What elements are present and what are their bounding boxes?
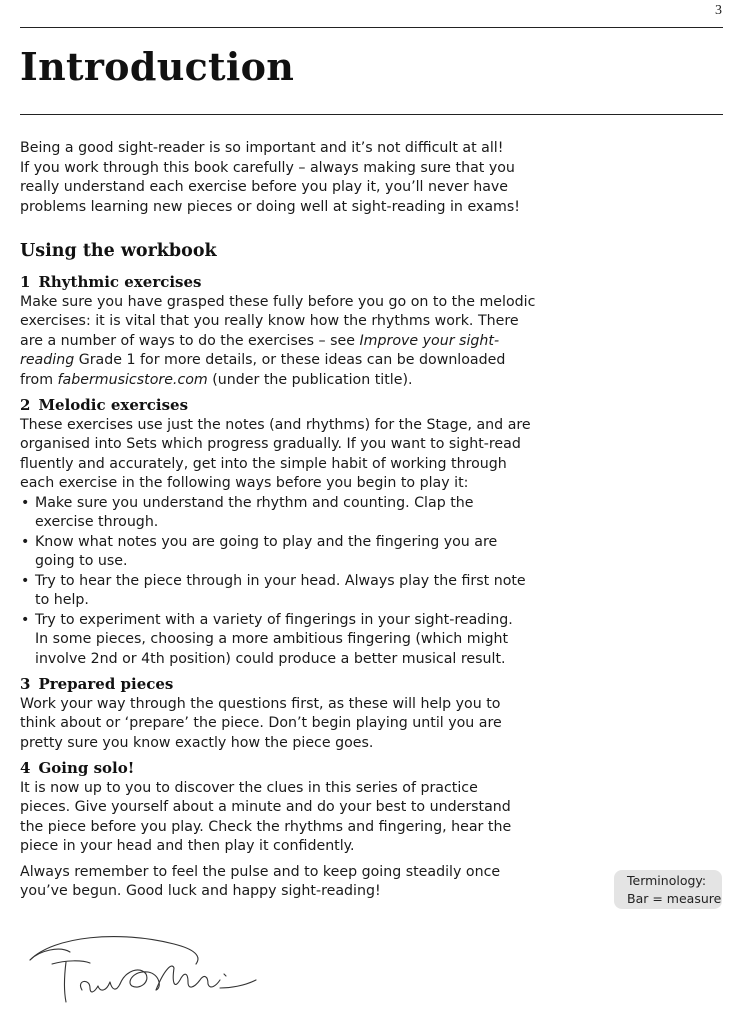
- body-line: Make sure you have grasped these fully before you go on to the melodic: [20, 293, 536, 310]
- section-title-text: Melodic exercises: [38, 396, 189, 414]
- body-line: (under the publication title).: [207, 371, 413, 388]
- closing-paragraph: [20, 863, 540, 902]
- bullet-line: exercise through.: [35, 514, 159, 530]
- section-body: [20, 695, 540, 754]
- section-rhythmic-exercises: [20, 273, 540, 390]
- list-item: [20, 494, 540, 533]
- page-number: 3: [715, 3, 722, 18]
- bullet-line: In some pieces, choosing a more ambitious fingering (which might: [35, 631, 509, 647]
- website-reference: fabermusicstore.com: [57, 371, 208, 388]
- section-number: 3: [20, 675, 31, 693]
- section-body: [20, 416, 540, 494]
- intro-line: If you work through this book carefully – always making sure that you: [20, 159, 515, 176]
- list-item: [20, 611, 540, 670]
- terminology-label: Terminology:: [627, 873, 707, 888]
- body-line: pieces. Give yourself about a minute and do your best to understand: [20, 799, 511, 815]
- body-line: each exercise in the following ways before you begin to play it:: [20, 475, 469, 491]
- section-title: [20, 273, 540, 293]
- terminology-text: Bar = measure: [627, 891, 722, 906]
- intro-paragraph: [20, 139, 540, 217]
- body-line: piece in your head and then play it confidently.: [20, 838, 355, 854]
- section-melodic-exercises: [20, 396, 540, 669]
- body-line: think about or ‘prepare’ the piece. Don’t begin playing until you are: [20, 715, 502, 731]
- section-title-text: Prepared pieces: [38, 675, 174, 693]
- closing-line: you’ve begun. Good luck and happy sight-reading!: [20, 883, 381, 899]
- body-line: organised into Sets which progress gradually. If you want to sight-read: [20, 436, 521, 452]
- book-title: reading: [20, 352, 75, 368]
- section-going-solo: [20, 759, 540, 857]
- bullet-list: [20, 494, 540, 670]
- body-line: It is now up to you to discover the clues in this series of practice: [20, 779, 478, 796]
- title-rule: [20, 114, 723, 115]
- section-title: [20, 759, 540, 779]
- section-title: [20, 396, 540, 416]
- body-line: Work your way through the questions first, as these will help you to: [20, 695, 501, 712]
- top-rule: [20, 27, 723, 28]
- body-line: the piece before you play. Check the rhythms and fingering, hear the: [20, 818, 512, 835]
- bullet-line: going to use.: [35, 553, 128, 569]
- page-title: Introduction: [20, 44, 295, 89]
- section-heading: Using the workbook: [20, 241, 217, 261]
- main-content: [20, 139, 540, 902]
- intro-line: really understand each exercise before you play it, you’ll never have: [20, 179, 509, 195]
- list-item: [20, 533, 540, 572]
- section-number: 1: [20, 273, 31, 291]
- terminology-note: [614, 870, 722, 909]
- section-number: 4: [20, 759, 31, 777]
- body-line: These exercises use just the notes (and rhythms) for the Stage, and are: [20, 416, 531, 433]
- body-line: fluently and accurately, get into the simple habit of working through: [20, 455, 507, 472]
- section-body: [20, 779, 540, 857]
- list-item: [20, 572, 540, 611]
- bullet-line: Try to experiment with a variety of fingerings in your sight-reading.: [35, 611, 513, 628]
- body-line: from: [20, 371, 58, 388]
- section-prepared-pieces: [20, 675, 540, 753]
- section-title-text: Going solo!: [38, 759, 135, 777]
- section-body: [20, 293, 540, 391]
- section-title: [20, 675, 540, 695]
- body-line: pretty sure you know exactly how the piece goes.: [20, 734, 374, 751]
- bullet-line: to help.: [35, 592, 89, 608]
- section-number: 2: [20, 396, 31, 414]
- section-title-text: Rhythmic exercises: [38, 273, 202, 291]
- bullet-line: Know what notes you are going to play and the fingering you are: [35, 533, 498, 550]
- body-line: Grade 1 for more details, or these ideas can be downloaded: [74, 352, 506, 368]
- book-title: Improve your sight-: [359, 332, 500, 349]
- bullet-line: involve 2nd or 4th position) could produce a better musical result.: [35, 650, 506, 667]
- bullet-line: Make sure you understand the rhythm and counting. Clap the: [35, 494, 474, 511]
- body-line: are a number of ways to do the exercises – see: [20, 332, 360, 349]
- body-line: exercises: it is vital that you really know how the rhythms work. There: [20, 313, 519, 329]
- intro-line: Being a good sight-reader is so important and it’s not difficult at all!: [20, 140, 504, 156]
- signature: [24, 930, 260, 1012]
- closing-line: Always remember to feel the pulse and to keep going steadily once: [20, 863, 501, 880]
- intro-line: problems learning new pieces or doing well at sight-reading in exams!: [20, 198, 520, 215]
- bullet-line: Try to hear the piece through in your head. Always play the first note: [35, 572, 526, 589]
